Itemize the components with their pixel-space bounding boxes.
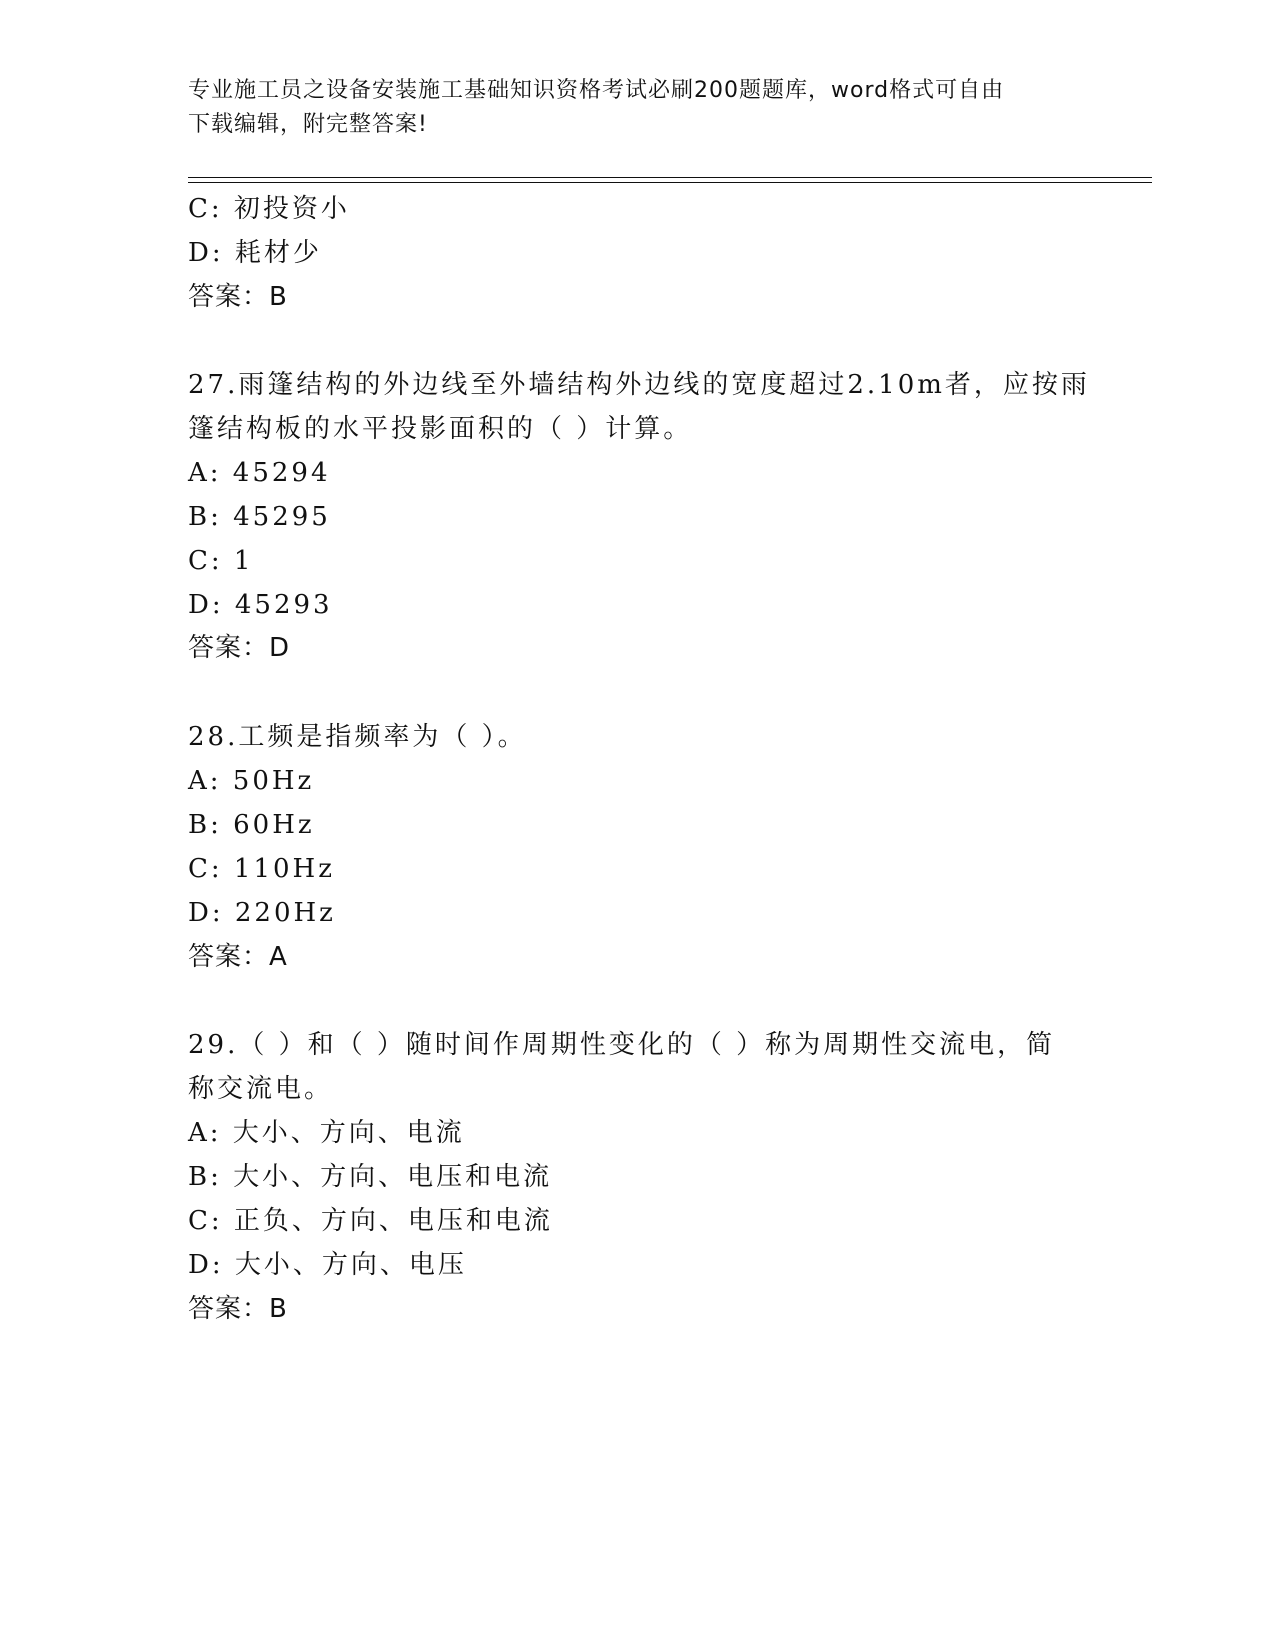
header-divider-top xyxy=(188,177,1152,178)
q29-option-c: C: 正负、方向、电压和电流 xyxy=(188,1206,553,1236)
q29-option-b: B: 大小、方向、电压和电流 xyxy=(188,1162,553,1192)
q27-option-a: A: 45294 xyxy=(188,458,331,488)
prev-answer: 答案：B xyxy=(188,282,288,312)
header-title-line1: 专业施工员之设备安装施工基础知识资格考试必刷200题题库，word格式可自由 xyxy=(188,78,1005,103)
q27-option-c: C: 1 xyxy=(188,546,254,576)
prev-option-c: C: 初投资小 xyxy=(188,194,350,224)
document-header xyxy=(188,74,1068,142)
q28-option-b: B: 60Hz xyxy=(188,810,315,840)
q28-option-c: C: 110Hz xyxy=(188,854,335,884)
q28-answer: 答案：A xyxy=(188,942,288,972)
q27-option-b: B: 45295 xyxy=(188,502,331,532)
q29-option-d: D: 大小、方向、电压 xyxy=(188,1250,467,1280)
q29-answer: 答案：B xyxy=(188,1294,288,1324)
header-title-line2: 下载编辑，附完整答案! xyxy=(188,112,428,137)
q28-option-a: A: 50Hz xyxy=(188,766,315,796)
q29-text-line1: 29.（ ）和（ ）随时间作周期性变化的（ ）称为周期性交流电，简 xyxy=(188,1030,1056,1060)
prev-option-d: D: 耗材少 xyxy=(188,238,322,268)
q27-text-line2: 篷结构板的水平投影面积的（ ）计算。 xyxy=(188,414,693,444)
q29-text-line2: 称交流电。 xyxy=(188,1074,334,1104)
q28-text-line1: 28.工频是指频率为（ ）。 xyxy=(188,722,527,752)
q27-text-line1: 27.雨篷结构的外边线至外墙结构外边线的宽度超过2.10m者，应按雨 xyxy=(188,370,1090,400)
q28-option-d: D: 220Hz xyxy=(188,898,336,928)
q27-answer: 答案：D xyxy=(188,633,291,663)
q27-option-d: D: 45293 xyxy=(188,590,333,620)
header-divider-bottom xyxy=(188,182,1152,183)
q29-option-a: A: 大小、方向、电流 xyxy=(188,1118,465,1148)
